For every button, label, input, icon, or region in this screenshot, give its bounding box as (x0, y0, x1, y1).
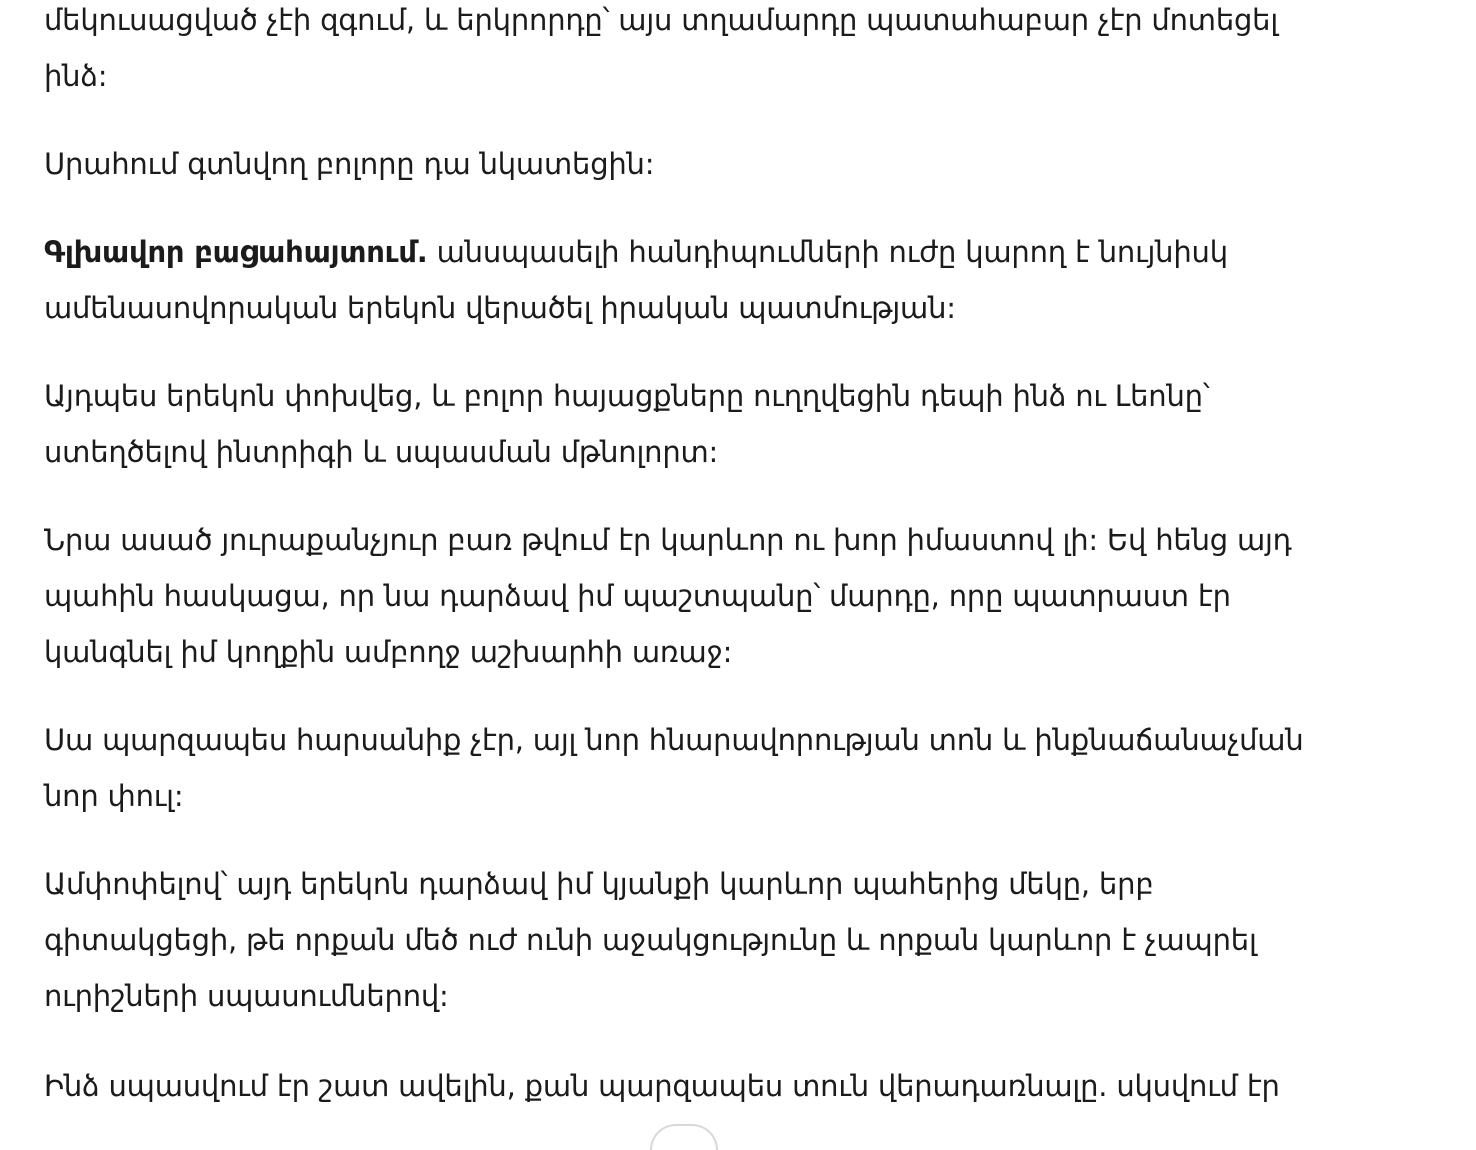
paragraph (44, 0, 1304, 104)
text-line: Ինձ սպասվում էր շատ ավելին, քան պարզապես տուն վերադառնալը. սկսվում էր (44, 1069, 1280, 1103)
scroll-indicator[interactable] (650, 1124, 718, 1150)
key-finding-paragraph (44, 224, 1304, 336)
paragraph-partial (44, 1058, 1280, 1114)
text-line: Սրահում գտնվող բոլորը դա նկատեցին: (44, 147, 655, 181)
paragraph (44, 712, 1304, 824)
text-line: նոր փուլ: (44, 779, 184, 813)
paragraph (44, 136, 1304, 192)
text-line: մեկուսացված չէի զգում, և երկրորդը՝ այս տղամարդը պատահաբար չէր մոտեցել (44, 3, 1279, 37)
text-line: ուրիշների սպասումներով: (44, 979, 449, 1013)
text-line: Նրա ասած յուրաքանչյուր բառ թվում էր կարևոր ու խոր իմաստով լի: Եվ հենց այդ (44, 523, 1292, 557)
article-body (44, 0, 1304, 1056)
text-line: պահին հասկացա, որ նա դարձավ իմ պաշտպանը՝ մարդը, որը պատրաստ էր (44, 579, 1231, 613)
key-finding-label: Գլխավոր բացահայտում. (44, 235, 428, 269)
text-line: ստեղծելով ինտրիգի և սպասման մթնոլորտ: (44, 435, 719, 469)
text-line: ինձ: (44, 59, 108, 93)
paragraph (44, 856, 1304, 1024)
text-line: գիտակցեցի, թե որքան մեծ ուժ ունի աջակցությունը և որքան կարևոր է չապրել (44, 923, 1257, 957)
text-line: կանգնել իմ կողքին ամբողջ աշխարհի առաջ: (44, 635, 733, 669)
text-line (44, 224, 1304, 280)
key-finding-text: անսպասելի հանդիպումների ուժը կարող է նույնիսկ (427, 235, 1228, 269)
paragraph (44, 512, 1304, 680)
paragraph (44, 368, 1304, 480)
text-line: Այդպես երեկոն փոխվեց, և բոլոր հայացքները ուղղվեցին դեպի ինձ ու Լեոնը՝ (44, 379, 1210, 413)
text-line: Ամփոփելով՝ այդ երեկոն դարձավ իմ կյանքի կարևոր պահերից մեկը, երբ (44, 867, 1154, 901)
text-line: ամենասովորական երեկոն վերածել իրական պատմության: (44, 291, 956, 325)
text-line: Սա պարզապես հարսանիք չէր, այլ նոր հնարավորության տոն և ինքնաճանաչման (44, 723, 1304, 757)
